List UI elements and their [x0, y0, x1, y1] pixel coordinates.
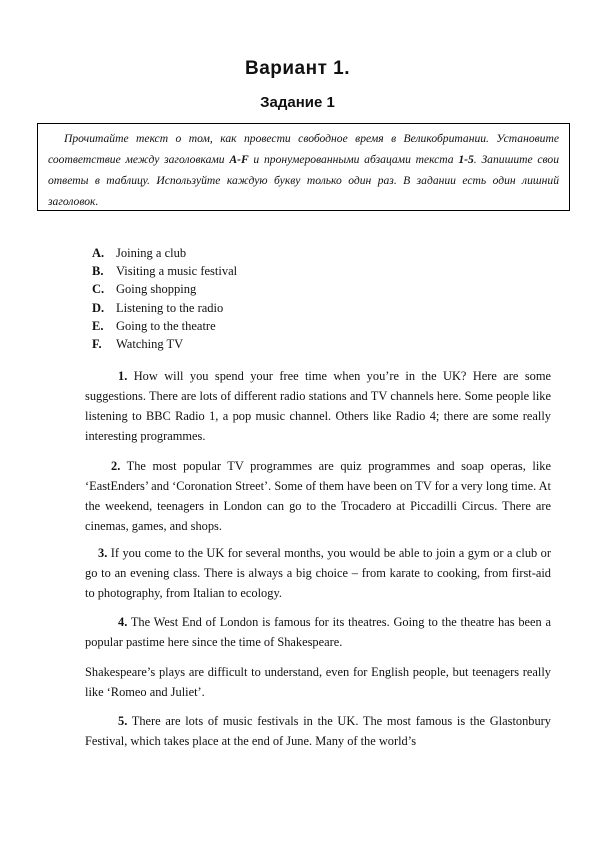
paragraph-text: There are lots of music festivals in the UK. The most famous is the Glastonbury Festival, which takes place at the end of June. Many of the world’s	[85, 714, 551, 748]
option-letter: C.	[92, 282, 105, 297]
text-paragraph-4-continued	[85, 662, 551, 702]
heading-option	[92, 299, 237, 317]
heading-option	[92, 317, 237, 335]
instructions-text	[48, 128, 559, 212]
paragraph-number: 2.	[111, 459, 121, 473]
option-text: Watching TV	[116, 337, 184, 352]
heading-option	[92, 244, 237, 262]
text-paragraph-4	[85, 612, 551, 652]
option-letter: D.	[92, 300, 105, 315]
instructions-part-3: . Запишите свои ответы в таблицу. Используйте каждую букву только один раз. В задании есть один лишний заголовок.	[48, 153, 559, 208]
option-text: Going to the theatre	[116, 318, 216, 333]
paragraph-text: The most popular TV programmes are quiz programmes and soap operas, like ‘EastEnders’ and ‘Coronation Street’. Some of them have been on TV for a very long time. At the weekend, teenagers in London can go to the Trocadero at Piccadilli Circus. There are cinemas, games, and shops.	[85, 459, 551, 533]
task-subtitle: Задание 1	[260, 94, 335, 111]
heading-option	[92, 262, 237, 280]
instructions-paragraphs-range: 1-5	[458, 153, 474, 166]
text-paragraph-5	[85, 711, 551, 751]
headings-list	[92, 244, 237, 353]
text-paragraph-2	[85, 456, 551, 536]
option-text: Going shopping	[116, 282, 197, 297]
paragraph-text: Shakespeare’s plays are difficult to understand, even for English people, but teenagers really like ‘Romeo and Juliet’.	[85, 665, 551, 699]
option-text: Visiting a music festival	[116, 264, 238, 279]
text-paragraph-3	[85, 543, 551, 603]
paragraph-number: 5.	[118, 714, 128, 728]
paragraph-number: 3.	[98, 546, 108, 560]
option-letter: E.	[92, 318, 104, 333]
option-text: Listening to the radio	[116, 300, 224, 315]
option-letter: F.	[92, 337, 102, 352]
heading-option	[92, 335, 237, 353]
instructions-part-2: и пронумерованными абзацами текста	[248, 153, 459, 166]
heading-option	[92, 280, 237, 298]
page-title: Вариант 1.	[244, 58, 351, 79]
paragraph-text: How will you spend your free time when you’re in the UK? Here are some suggestions. There are lots of different radio stations and TV channels here. Some people like listening to BBC Radio 1, a pop music channel. Others like Radio 4; there are some really interesting programmes.	[85, 369, 551, 443]
instructions-headings-range: A-F	[229, 153, 249, 166]
option-letter: B.	[92, 264, 104, 279]
text-paragraph-1	[85, 366, 551, 446]
paragraph-text: The West End of London is famous for its theatres. Going to the theatre has been a popular pastime here since the time of Shakespeare.	[85, 615, 551, 649]
paragraph-number: 1.	[118, 369, 128, 383]
paragraph-number: 4.	[118, 615, 128, 629]
option-letter: A.	[92, 246, 105, 260]
option-text: Joining a club	[116, 246, 187, 260]
instructions-part-1: Прочитайте текст о том, как провести свободное время в Великобритании. Установите соответствие между заголовками	[48, 132, 559, 166]
paragraph-text: If you come to the UK for several months, you would be able to join a gym or a club or go to an evening class. There is always a big choice – from karate to cooking, from first-aid to photography, from Italian to ecology.	[85, 546, 551, 600]
instructions-box	[37, 123, 570, 211]
